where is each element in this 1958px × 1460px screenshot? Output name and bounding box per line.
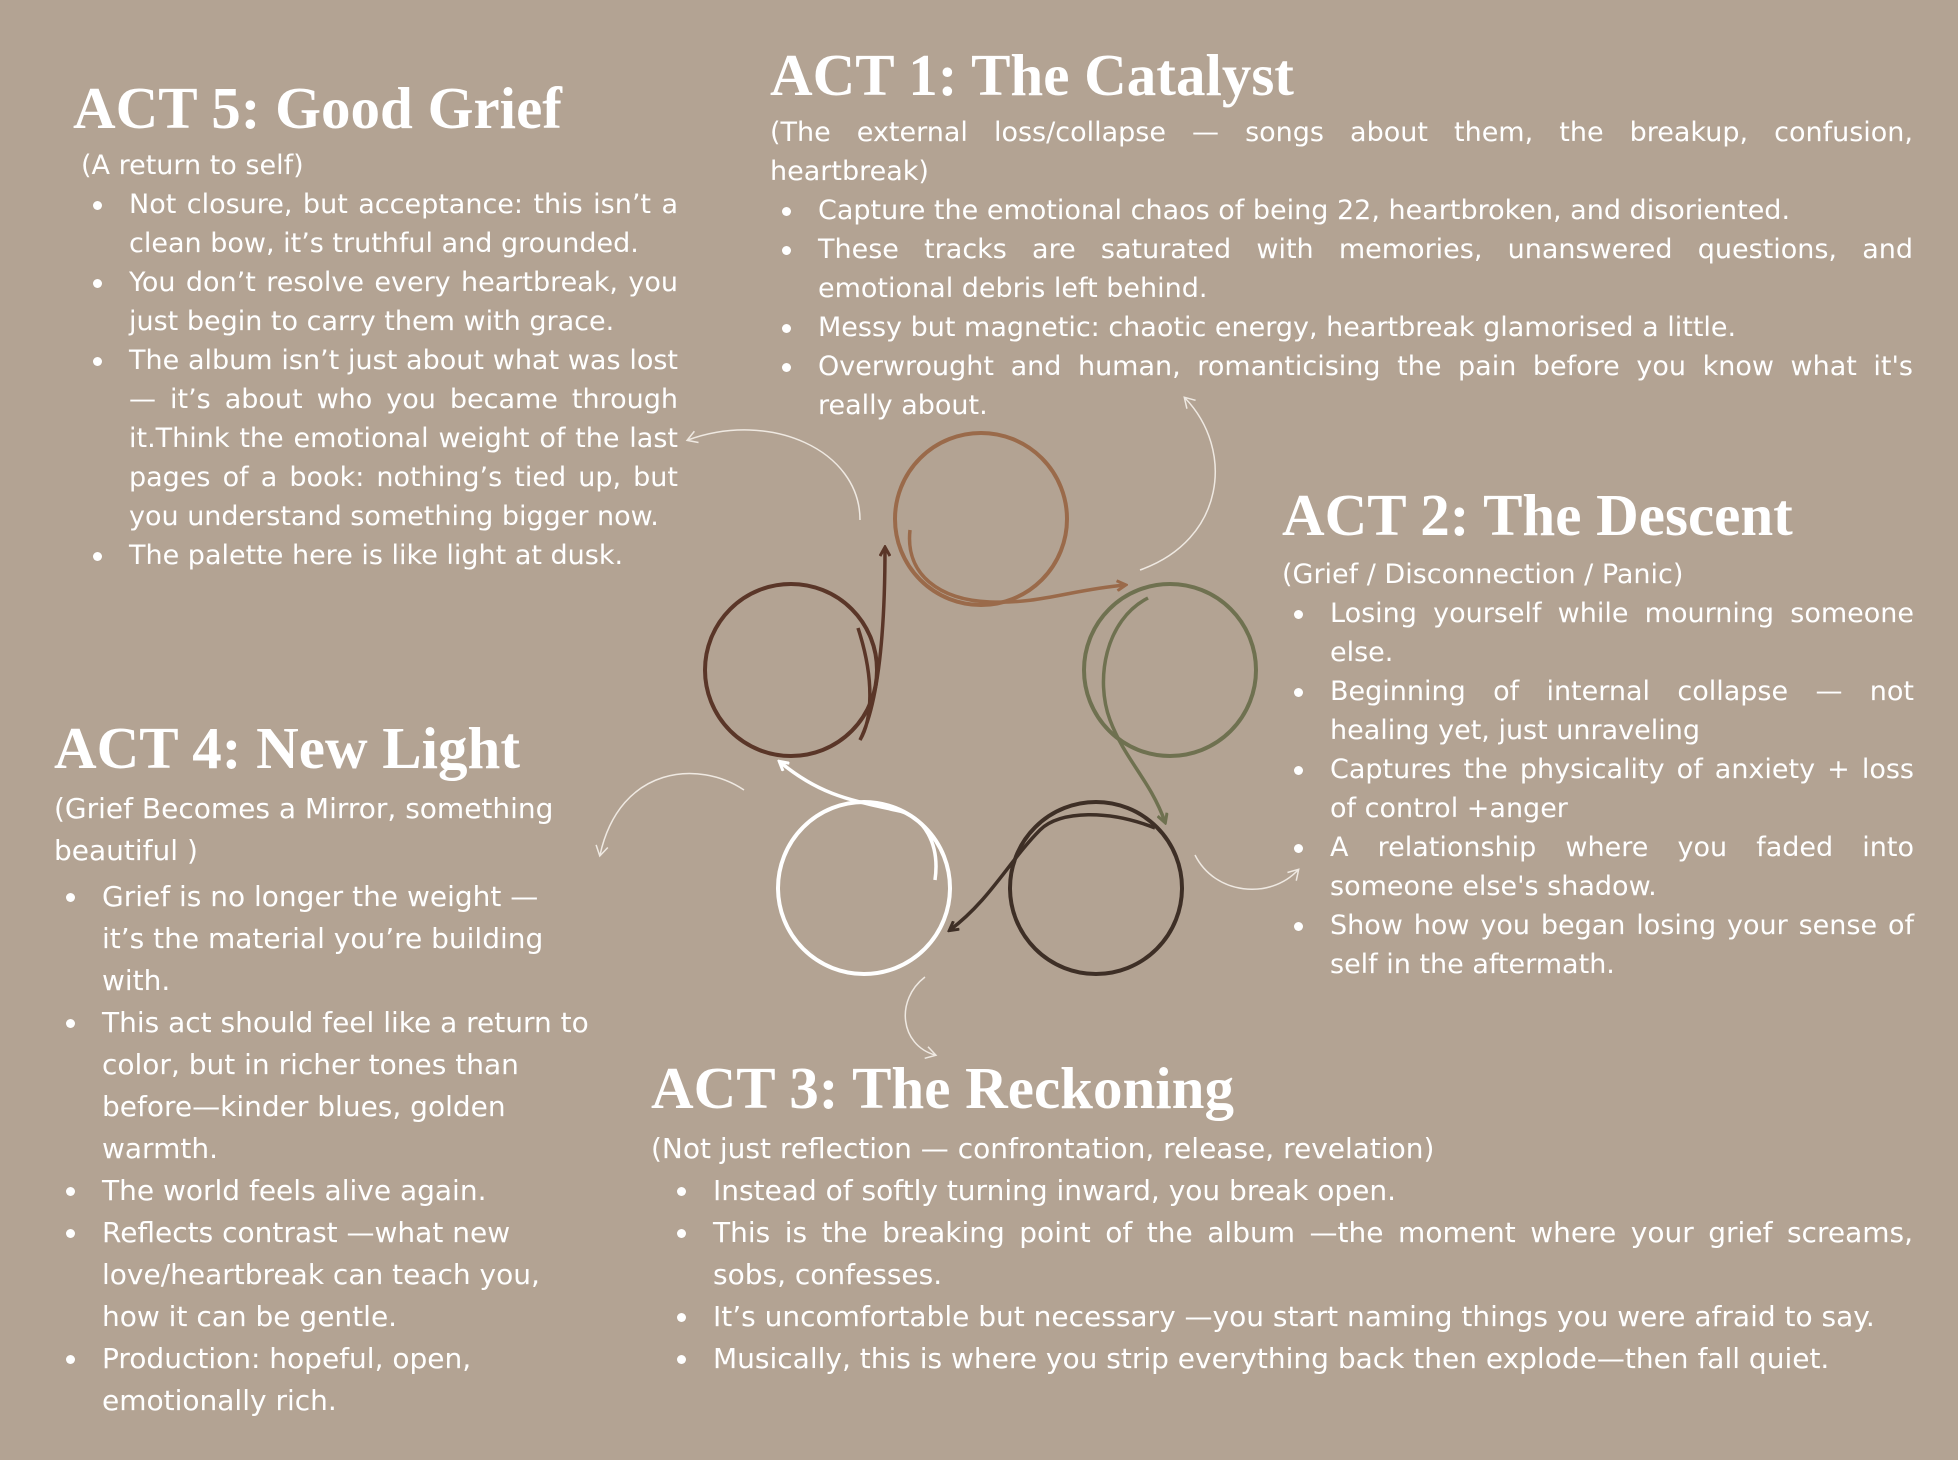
act3-block xyxy=(651,1055,1913,1380)
list-item: Instead of softly turning inward, you break open. xyxy=(665,1170,1913,1212)
act1-block xyxy=(770,42,1913,425)
act3-list xyxy=(665,1170,1913,1380)
act2-block xyxy=(1282,482,1914,984)
list-item: Beginning of internal collapse — not healing yet, just unraveling xyxy=(1282,672,1914,750)
list-item: Grief is no longer the weight — it’s the material you’re building with. xyxy=(54,876,599,1002)
list-item: Captures the physicality of anxiety + loss of control +anger xyxy=(1282,750,1914,828)
act4-title: ACT 4: New Light xyxy=(54,715,521,781)
act3-title: ACT 3: The Reckoning xyxy=(651,1055,1234,1121)
connector-act5 xyxy=(688,430,860,520)
list-item: A relationship where you faded into someone else's shadow. xyxy=(1282,828,1914,906)
list-item: Reflects contrast —what new love/heartbreak can teach you, how it can be gentle. xyxy=(54,1212,599,1338)
list-item: This is the breaking point of the album —the moment where your grief screams, sobs, confesses. xyxy=(665,1212,1913,1296)
list-item: Production: hopeful, open, emotionally rich. xyxy=(54,1338,599,1422)
act5-circle xyxy=(705,548,885,756)
connector-act3 xyxy=(905,977,935,1055)
act1-list xyxy=(770,191,1913,425)
act2-subtitle: (Grief / Disconnection / Panic) xyxy=(1282,558,1684,590)
list-item: The world feels alive again. xyxy=(54,1170,599,1212)
list-item: The palette here is like light at dusk. xyxy=(81,536,678,575)
act5-block xyxy=(73,75,678,575)
list-item: Show how you began losing your sense of self in the aftermath. xyxy=(1282,906,1914,984)
list-item: This act should feel like a return to color, but in richer tones than before—kinder blues, golden warmth. xyxy=(54,1002,599,1170)
list-item: Not closure, but acceptance: this isn’t a clean bow, it’s truthful and grounded. xyxy=(81,185,678,263)
act3-subtitle: (Not just reflection — confrontation, release, revelation) xyxy=(651,1131,1435,1165)
list-item: Capture the emotional chaos of being 22, heartbroken, and disoriented. xyxy=(770,191,1913,230)
list-item: These tracks are saturated with memories, unanswered questions, and emotional debris left behind. xyxy=(770,230,1913,308)
list-item: Overwrought and human, romanticising the pain before you know what it's really about. xyxy=(770,347,1913,425)
act3-circle xyxy=(950,802,1182,974)
act1-subtitle: (The external loss/collapse — songs about them, the breakup, confusion, heartbreak) xyxy=(770,116,1913,187)
act2-circle xyxy=(1084,584,1256,822)
act2-title: ACT 2: The Descent xyxy=(1282,482,1793,548)
list-item: Losing yourself while mourning someone else. xyxy=(1282,594,1914,672)
list-item: You don’t resolve every heartbreak, you just begin to carry them with grace. xyxy=(81,263,678,341)
act5-list xyxy=(81,185,678,575)
act5-subtitle: (A return to self) xyxy=(81,149,304,181)
act4-block xyxy=(54,715,599,1422)
act5-title: ACT 5: Good Grief xyxy=(73,75,562,141)
act1-circle xyxy=(895,433,1125,605)
list-item: It’s uncomfortable but necessary —you start naming things you were afraid to say. xyxy=(665,1296,1913,1338)
act4-subtitle: (Grief Becomes a Mirror, something beautiful ) xyxy=(54,791,554,867)
list-item: Musically, this is where you strip everything back then explode—then fall quiet. xyxy=(665,1338,1913,1380)
act2-list xyxy=(1282,594,1914,984)
act4-circle xyxy=(778,762,950,974)
connector-act4 xyxy=(600,774,744,855)
list-item: The album isn’t just about what was lost — it’s about who you became through it.Think the emotional weight of the last pages of a book: nothing’s tied up, but you understand something bigger now. xyxy=(81,341,678,536)
list-item: Messy but magnetic: chaotic energy, heartbreak glamorised a little. xyxy=(770,308,1913,347)
act1-title: ACT 1: The Catalyst xyxy=(770,42,1294,108)
act4-list xyxy=(54,876,599,1422)
